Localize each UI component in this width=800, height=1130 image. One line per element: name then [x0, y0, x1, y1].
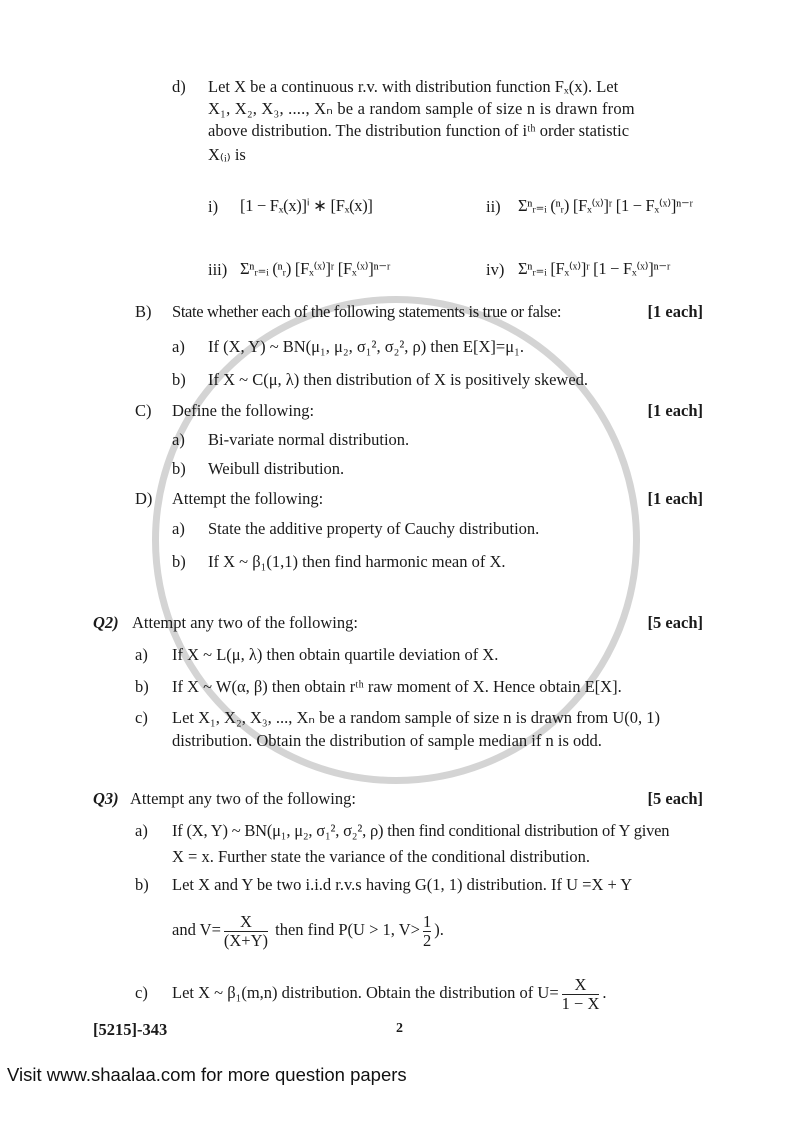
question-number: Q2) [93, 613, 119, 632]
fraction [224, 913, 268, 950]
text: Let X ~ β₁(m,n) distribution. Obtain the distribution of U= [172, 983, 559, 1002]
item-text: Bi-variate normal distribution. [208, 430, 410, 449]
item-text: X = x. Further state the variance of the conditional distribution. [172, 847, 591, 866]
item-label: b) [172, 459, 186, 478]
question-text: X₁, X₂, X₃, ...., Xₙ be a random sample of size n is drawn from [208, 99, 635, 118]
text: and V= [172, 920, 221, 939]
marks: [1 each] [647, 302, 703, 321]
question-heading: Attempt any two of the following: [132, 613, 358, 632]
item-label: a) [172, 519, 185, 538]
item-text-fraction-line [172, 910, 444, 950]
text: ). [434, 920, 444, 939]
item-label: a) [172, 430, 185, 449]
item-text: distribution. Obtain the distribution of sample median if n is odd. [172, 731, 602, 750]
option-expr: Σⁿᵣ₌ᵢ (ⁿᵣ) [Fₓ⁽ˣ⁾]ʳ [1 − Fₓ⁽ˣ⁾]ⁿ⁻ʳ [518, 196, 693, 215]
text: then find P(U > 1, V> [275, 920, 420, 939]
section-text: Attempt the following: [172, 489, 324, 508]
marks: [5 each] [647, 613, 703, 632]
item-text: State the additive property of Cauchy distribution. [208, 519, 540, 538]
denominator: 1 − X [561, 993, 600, 1013]
fraction [562, 976, 600, 1013]
item-text: Let X₁, X₂, X₃, ..., Xₙ be a random sample of size n is drawn from U(0, 1) [172, 708, 661, 727]
option-label: iii) [208, 260, 228, 279]
item-text: If (X, Y) ~ BN(μ₁, μ₂, σ₁², σ₂², ρ) then find conditional distribution of Y given [172, 821, 670, 840]
item-label: a) [135, 645, 148, 664]
item-label: c) [135, 983, 148, 1002]
item-text: Weibull distribution. [208, 459, 345, 478]
item-text: If X ~ W(α, β) then obtain rᵗʰ raw moment of X. Hence obtain E[X]. [172, 677, 622, 696]
item-label: b) [172, 552, 186, 571]
numerator: 1 [422, 911, 432, 931]
question-heading: Attempt any two of the following: [130, 789, 356, 808]
denominator: (X+Y) [223, 930, 269, 950]
option-label: i) [208, 197, 219, 216]
item-text: If X ~ L(μ, λ) then obtain quartile deviation of X. [172, 645, 499, 664]
option-expr: Σⁿᵣ₌ᵢ (ⁿᵣ) [Fₓ⁽ˣ⁾]ʳ [Fₓ⁽ˣ⁾]ⁿ⁻ʳ [240, 259, 391, 278]
paper-code: [5215]-343 [93, 1020, 168, 1039]
option-expr: Σⁿᵣ₌ᵢ [Fₓ⁽ˣ⁾]ʳ [1 − Fₓ⁽ˣ⁾]ⁿ⁻ʳ [518, 259, 671, 278]
question-number: Q3) [93, 789, 119, 808]
item-label: b) [135, 677, 149, 696]
option-label: ii) [486, 197, 501, 216]
option-label: iv) [486, 260, 505, 279]
fraction [423, 913, 431, 950]
text: . [602, 983, 607, 1002]
question-text: X₍ᵢ₎ is [208, 145, 246, 164]
item-label: a) [135, 821, 148, 840]
section-text: Define the following: [172, 401, 315, 420]
marks: [1 each] [647, 489, 703, 508]
numerator: X [239, 911, 252, 931]
question-text: above distribution. The distribution function of iᵗʰ order statistic [208, 121, 630, 140]
item-label: b) [172, 370, 186, 389]
denominator: 2 [422, 930, 432, 950]
section-label: B) [135, 302, 152, 321]
question-text: Let X be a continuous r.v. with distribution function Fₓ(x). Let [208, 77, 619, 96]
item-label: b) [135, 875, 149, 894]
marks: [1 each] [647, 401, 703, 420]
item-text: If (X, Y) ~ BN(μ₁, μ₂, σ₁², σ₂², ρ) then E[X]=μ₁. [208, 337, 524, 356]
item-label: a) [172, 337, 185, 356]
section-text: State whether each of the following statements is true or false: [172, 302, 562, 321]
section-label: D) [135, 489, 153, 508]
option-expr: [1 − Fₓ(x)]ⁱ ∗ [Fₓ(x)] [240, 196, 373, 215]
marks: [5 each] [647, 789, 703, 808]
page-number: 2 [396, 1021, 403, 1036]
item-text: If X ~ C(μ, λ) then distribution of X is positively skewed. [208, 370, 589, 389]
visit-link[interactable]: Visit www.shaalaa.com for more question papers [7, 1064, 407, 1085]
item-text: Let X and Y be two i.i.d r.v.s having G(1, 1) distribution. If U =X + Y [172, 875, 633, 894]
item-text: If X ~ β₁(1,1) then find harmonic mean of X. [208, 552, 506, 571]
numerator: X [574, 974, 587, 994]
item-label: d) [172, 77, 186, 96]
item-text-fraction-line [172, 973, 607, 1013]
section-label: C) [135, 401, 152, 420]
item-label: c) [135, 708, 148, 727]
